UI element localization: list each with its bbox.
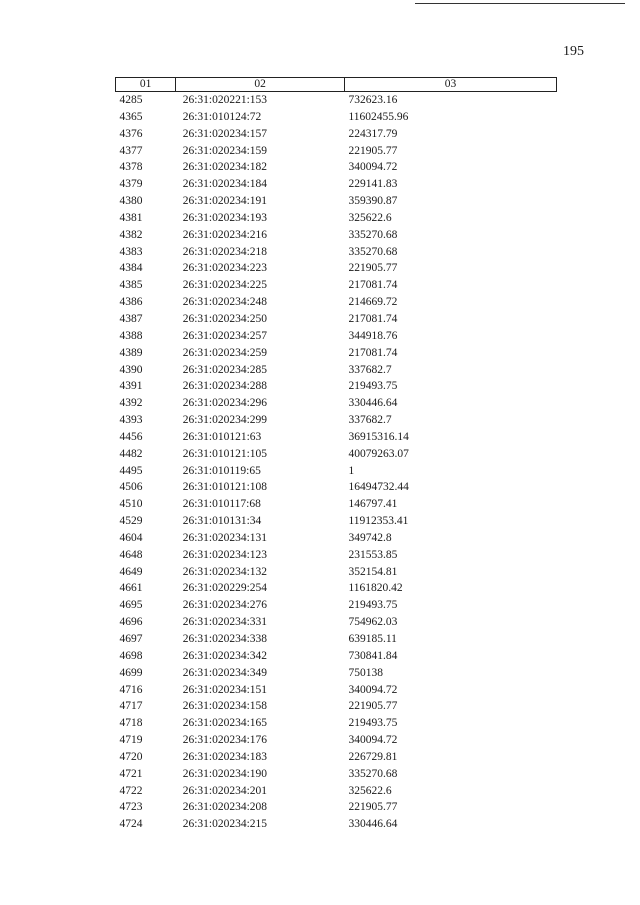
column-header-03: 03 [344, 78, 556, 92]
cell-id: 4378 [119, 161, 143, 174]
cell-value: 226729.81 [348, 750, 398, 763]
cell-value: 217081.74 [348, 346, 398, 359]
cell-id: 4717 [119, 700, 143, 713]
cell-value: 730841.84 [348, 649, 398, 662]
cell-cadastral-number: 26:31:020234:349 [182, 666, 268, 679]
cell-cadastral-number: 26:31:020234:131 [182, 531, 268, 544]
table-row [116, 698, 557, 715]
cell-value: 16494732.44 [348, 481, 409, 494]
cell-id: 4648 [119, 548, 143, 561]
cell-value: 1161820.42 [348, 582, 403, 595]
cell-id: 4697 [119, 633, 143, 645]
cell-value: 732623.16 [348, 94, 398, 106]
cell-value: 221905.77 [348, 700, 398, 713]
cell-cadastral-number: 26:31:010119:65 [182, 464, 261, 477]
cell-cadastral-number: 26:31:010121:108 [182, 481, 268, 494]
cell-cadastral-number: 26:31:010117:68 [182, 498, 261, 511]
cell-value: 325622.6 [348, 211, 392, 224]
table-row [116, 479, 557, 496]
cell-id: 4389 [119, 346, 143, 359]
cell-id: 4510 [119, 498, 143, 511]
cell-value: 335270.68 [348, 245, 398, 258]
cell-value: 219493.75 [348, 717, 398, 730]
cell-id: 4393 [119, 414, 143, 427]
cell-id: 4720 [119, 750, 143, 763]
table-row [116, 496, 557, 513]
cell-value: 335270.68 [348, 228, 398, 241]
cell-id: 4604 [119, 531, 143, 544]
table-row [116, 631, 557, 648]
cell-value: 639185.11 [348, 633, 397, 645]
table-row [116, 193, 557, 210]
table-row [116, 362, 557, 379]
cell-value: 11912353.41 [348, 515, 409, 528]
table-row [116, 328, 557, 345]
page-number: 195 [563, 44, 584, 59]
cell-cadastral-number: 26:31:020234:183 [182, 750, 268, 763]
cell-id: 4529 [119, 515, 143, 528]
table-row [116, 143, 557, 160]
table-row [116, 766, 557, 783]
cell-cadastral-number: 26:31:020234:218 [182, 245, 268, 258]
cell-value: 36915316.14 [348, 430, 409, 443]
table-row [116, 277, 557, 294]
cell-id: 4719 [119, 734, 143, 747]
cell-cadastral-number: 26:31:020234:299 [182, 414, 268, 427]
table-row [116, 244, 557, 261]
table-header-row [116, 78, 557, 92]
cell-cadastral-number: 26:31:020234:201 [182, 784, 268, 797]
cell-cadastral-number: 26:31:010124:72 [182, 110, 262, 123]
cell-id: 4649 [119, 565, 143, 578]
cell-cadastral-number: 26:31:020234:208 [182, 801, 268, 814]
cell-value: 359390.87 [348, 195, 398, 208]
cell-value: 330446.64 [348, 818, 398, 831]
cell-cadastral-number: 26:31:010121:63 [182, 430, 262, 443]
cell-value: 229141.83 [348, 178, 398, 191]
cell-value: 231553.85 [348, 548, 398, 561]
cell-cadastral-number: 26:31:020234:296 [182, 397, 268, 410]
cell-id: 4699 [119, 666, 143, 679]
cell-value: 325622.6 [348, 784, 392, 797]
cell-id: 4721 [119, 767, 143, 780]
table-row [116, 463, 557, 480]
cell-value: 344918.76 [348, 329, 398, 342]
cell-cadastral-number: 26:31:010121:105 [182, 447, 268, 460]
cell-value: 349742.8 [348, 531, 392, 544]
cell-cadastral-number: 26:31:010131:34 [182, 515, 262, 528]
column-header-01: 01 [116, 78, 176, 92]
cell-cadastral-number: 26:31:020234:132 [182, 565, 268, 578]
table-row [116, 682, 557, 699]
table-row [116, 665, 557, 682]
cell-cadastral-number: 26:31:020234:123 [182, 548, 268, 561]
cell-cadastral-number: 26:31:020221:153 [182, 94, 268, 106]
cell-value: 750138 [348, 666, 383, 679]
cell-id: 4285 [119, 94, 143, 106]
table-row [116, 530, 557, 547]
cell-id: 4382 [119, 228, 143, 241]
cell-id: 4392 [119, 397, 143, 410]
table-row [116, 783, 557, 800]
cell-value: 335270.68 [348, 767, 398, 780]
cell-value: 217081.74 [348, 312, 398, 325]
cell-cadastral-number: 26:31:020234:223 [182, 262, 268, 275]
cell-id: 4698 [119, 649, 143, 662]
cell-cadastral-number: 26:31:020234:248 [182, 296, 268, 309]
table-row [116, 109, 557, 126]
cell-cadastral-number: 26:31:020234:157 [182, 127, 268, 140]
table-row [116, 345, 557, 362]
table-row [116, 799, 557, 816]
cell-value: 146797.41 [348, 498, 398, 511]
table-row [116, 429, 557, 446]
cell-cadastral-number: 26:31:020234:165 [182, 717, 268, 730]
cell-id: 4724 [119, 818, 143, 831]
cell-cadastral-number: 26:31:020234:216 [182, 228, 268, 241]
column-header-02: 02 [176, 78, 345, 92]
cell-cadastral-number: 26:31:020234:259 [182, 346, 268, 359]
cell-cadastral-number: 26:31:020234:285 [182, 363, 268, 376]
table-row [116, 395, 557, 412]
data-table [115, 77, 557, 833]
cell-value: 219493.75 [348, 380, 398, 393]
table-header [116, 78, 557, 92]
cell-id: 4376 [119, 127, 143, 140]
cell-cadastral-number: 26:31:020234:190 [182, 767, 268, 780]
cell-cadastral-number: 26:31:020234:191 [182, 195, 268, 208]
table-row [116, 126, 557, 143]
cell-id: 4365 [119, 110, 143, 123]
table-row [116, 227, 557, 244]
cell-value: 337682.7 [348, 363, 392, 376]
table-row [116, 580, 557, 597]
table-row [116, 260, 557, 277]
cell-id: 4384 [119, 262, 143, 275]
cell-id: 4661 [119, 582, 143, 595]
table-row [116, 648, 557, 665]
cell-id: 4718 [119, 717, 143, 730]
cell-id: 4388 [119, 329, 143, 342]
cell-id: 4723 [119, 801, 143, 814]
cell-id: 4385 [119, 279, 143, 292]
cell-value: 340094.72 [348, 734, 398, 747]
cell-value: 340094.72 [348, 683, 398, 696]
cell-cadastral-number: 26:31:020234:288 [182, 380, 268, 393]
cell-cadastral-number: 26:31:020234:338 [182, 633, 268, 645]
table-body [116, 92, 557, 834]
cell-cadastral-number: 26:31:020234:158 [182, 700, 268, 713]
table-row [116, 159, 557, 176]
cell-cadastral-number: 26:31:020234:151 [182, 683, 268, 696]
cell-cadastral-number: 26:31:020234:250 [182, 312, 268, 325]
cell-id: 4387 [119, 312, 143, 325]
cell-cadastral-number: 26:31:020234:184 [182, 178, 268, 191]
cell-value: 221905.77 [348, 144, 398, 157]
cell-value: 330446.64 [348, 397, 398, 410]
cell-cadastral-number: 26:31:020234:225 [182, 279, 268, 292]
table-row [116, 597, 557, 614]
cell-cadastral-number: 26:31:020234:331 [182, 616, 268, 629]
cell-cadastral-number: 26:31:020234:182 [182, 161, 268, 174]
cell-id: 4716 [119, 683, 143, 696]
table-row [116, 92, 557, 109]
cell-id: 4391 [119, 380, 143, 393]
cell-cadastral-number: 26:31:020234:257 [182, 329, 268, 342]
cell-id: 4380 [119, 195, 143, 208]
table-row [116, 614, 557, 631]
cell-id: 4506 [119, 481, 143, 494]
cell-id: 4695 [119, 599, 143, 612]
cell-id: 4495 [119, 464, 143, 477]
cell-id: 4456 [119, 430, 143, 443]
cell-value: 40079263.07 [348, 447, 409, 460]
cell-value: 11602455.96 [348, 110, 409, 123]
cell-cadastral-number: 26:31:020234:193 [182, 211, 268, 224]
cell-value: 337682.7 [348, 414, 392, 427]
table-row [116, 816, 557, 833]
cell-value: 754962.03 [348, 616, 398, 629]
cell-cadastral-number: 26:31:020234:215 [182, 818, 268, 831]
table-row [116, 311, 557, 328]
table-row [116, 176, 557, 193]
cell-value: 219493.75 [348, 599, 398, 612]
cell-id: 4482 [119, 447, 143, 460]
table-row [116, 564, 557, 581]
cell-cadastral-number: 26:31:020234:159 [182, 144, 268, 157]
table-row [116, 294, 557, 311]
table-row [116, 715, 557, 732]
cell-id: 4379 [119, 178, 143, 191]
cell-value: 340094.72 [348, 161, 398, 174]
cell-id: 4386 [119, 296, 143, 309]
cell-value: 217081.74 [348, 279, 398, 292]
table-row [116, 412, 557, 429]
table-row [116, 749, 557, 766]
cell-cadastral-number: 26:31:020234:276 [182, 599, 268, 612]
table-row [116, 547, 557, 564]
cell-value: 352154.81 [348, 565, 398, 578]
cell-id: 4377 [119, 144, 143, 157]
cell-value: 224317.79 [348, 127, 398, 140]
cell-id: 4383 [119, 245, 143, 258]
table-row [116, 513, 557, 530]
cell-cadastral-number: 26:31:020229:254 [182, 582, 268, 595]
cell-value: 214669.72 [348, 296, 398, 309]
top-divider-line [415, 3, 625, 4]
cell-value: 221905.77 [348, 262, 398, 275]
cell-cadastral-number: 26:31:020234:342 [182, 649, 268, 662]
cell-value: 1 [348, 464, 355, 477]
cell-value: 221905.77 [348, 801, 398, 814]
table-row [116, 210, 557, 227]
cell-id: 4390 [119, 363, 143, 376]
table-row [116, 446, 557, 463]
table-row [116, 378, 557, 395]
table-row [116, 732, 557, 749]
cell-id: 4381 [119, 211, 143, 224]
cell-id: 4722 [119, 784, 143, 797]
cell-cadastral-number: 26:31:020234:176 [182, 734, 268, 747]
cell-id: 4696 [119, 616, 143, 629]
